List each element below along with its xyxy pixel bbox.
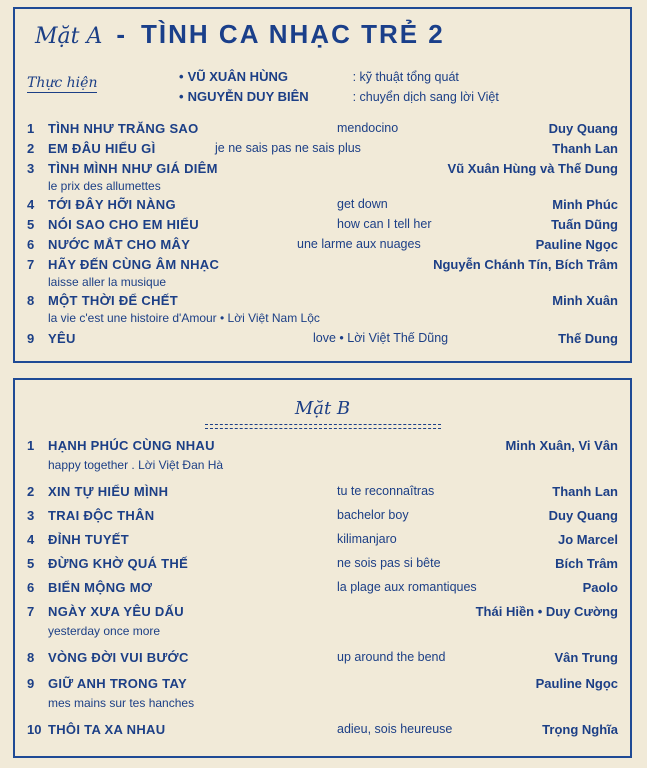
track-title: ĐỈNH TUYẾT <box>48 532 129 547</box>
track-original-title: get down <box>337 197 388 211</box>
track-artist: Duy Quang <box>548 508 618 523</box>
side-a-panel <box>13 7 632 363</box>
track-row <box>27 161 618 193</box>
side-a-label: Mặt A <box>35 24 103 49</box>
track-number: 2 <box>27 141 35 156</box>
track-number: 9 <box>27 676 35 691</box>
credit-role: : chuyển dịch sang lời Việt <box>352 90 499 104</box>
track-number: 8 <box>27 650 35 665</box>
track-original-title: une larme aux nuages <box>297 237 421 251</box>
track-number: 1 <box>27 438 35 453</box>
track-artist: Pauline Ngọc <box>535 676 618 691</box>
track-original-title: tu te reconnaîtras <box>337 484 435 498</box>
track-original-title: yesterday once more <box>48 624 161 638</box>
track-number: 6 <box>27 237 35 252</box>
track-row <box>27 508 618 526</box>
track-original-title: laisse aller la musique <box>48 275 167 289</box>
track-title: TÌNH MÌNH NHƯ GIÁ DIÊM <box>48 161 218 176</box>
track-row <box>27 556 618 574</box>
track-artist: Thái Hiền • Duy Cường <box>475 604 618 619</box>
track-original-title: la plage aux romantiques <box>337 580 477 594</box>
credits-label: Thực hiện <box>27 75 98 91</box>
track-row <box>27 650 618 668</box>
track-number: 5 <box>27 556 35 571</box>
track-title: HẠNH PHÚC CÙNG NHAU <box>48 438 215 453</box>
track-original-title: happy together . Lời Việt Đan Hà <box>48 458 224 472</box>
track-number: 4 <box>27 197 35 212</box>
track-number: 4 <box>27 532 35 547</box>
track-row <box>27 257 618 289</box>
credits <box>27 69 618 109</box>
track-artist: Thanh Lan <box>552 141 618 156</box>
track-title: TỚI ĐÂY HỠI NÀNG <box>48 197 176 212</box>
track-row <box>27 604 618 638</box>
track-number: 3 <box>27 508 35 523</box>
track-title: ĐỪNG KHỜ QUÁ THẾ <box>48 556 189 571</box>
track-artist: Paolo <box>582 580 618 595</box>
divider <box>205 424 441 425</box>
track-original-title: how can I tell her <box>337 217 432 231</box>
track-row <box>27 331 618 349</box>
track-number: 9 <box>27 331 35 346</box>
track-original-title: kilimanjaro <box>337 532 397 546</box>
track-number: 10 <box>27 722 42 737</box>
track-title: THÔI TA XA NHAU <box>48 722 166 737</box>
track-artist: Minh Phúc <box>552 197 618 212</box>
credit-bullet: • <box>179 89 184 104</box>
track-row <box>27 580 618 598</box>
track-artist: Trọng Nghĩa <box>542 722 618 737</box>
track-artist: Pauline Ngọc <box>535 237 618 252</box>
track-title: BIỂN MỘNG MƠ <box>48 580 153 595</box>
track-title: TRAI ĐỘC THÂN <box>48 508 155 523</box>
side-a-dash: - <box>116 19 128 49</box>
track-original-title: mendocino <box>337 121 399 135</box>
side-a-title-row <box>35 19 620 59</box>
credit-role: : kỹ thuật tổng quát <box>352 70 459 84</box>
divider <box>205 428 441 429</box>
track-original-title: ne sois pas si bête <box>337 556 441 570</box>
track-number: 5 <box>27 217 35 232</box>
track-row <box>27 484 618 502</box>
track-row <box>27 532 618 550</box>
track-title: GIỮ ANH TRONG TAY <box>48 676 187 691</box>
side-b-panel <box>13 378 632 758</box>
track-row <box>27 722 618 740</box>
track-title: NÓI SAO CHO EM HIỂU <box>48 217 199 232</box>
track-artist: Minh Xuân <box>552 293 618 308</box>
track-number: 8 <box>27 293 35 308</box>
track-title: HÃY ĐẾN CÙNG ÂM NHẠC <box>48 257 220 272</box>
track-row <box>27 141 618 159</box>
track-row <box>27 438 618 472</box>
track-original-title: love • Lời Việt Thế Dũng <box>313 331 449 345</box>
track-number: 6 <box>27 580 35 595</box>
side-b-label: Mặt B <box>294 398 351 419</box>
album-title: TÌNH CA NHẠC TRẺ 2 <box>141 19 445 49</box>
track-row <box>27 237 618 255</box>
track-artist: Tuấn Dũng <box>551 217 618 232</box>
credit-bullet: • <box>179 69 184 84</box>
track-title: YÊU <box>48 331 76 346</box>
track-artist: Vũ Xuân Hùng và Thế Dung <box>447 161 618 176</box>
credit-name: NGUYỄN DUY BIÊN <box>187 89 309 104</box>
track-title: NGÀY XƯA YÊU DẤU <box>48 604 184 619</box>
track-original-title: adieu, sois heureuse <box>337 722 453 736</box>
track-row <box>27 217 618 235</box>
track-number: 1 <box>27 121 35 136</box>
track-row <box>27 293 618 325</box>
track-title: XIN TỰ HIỂU MÌNH <box>48 484 169 499</box>
track-original-title: le prix des allumettes <box>48 179 161 193</box>
track-artist: Bích Trâm <box>555 556 618 571</box>
track-title: NƯỚC MẮT CHO MÂY <box>48 237 191 252</box>
track-number: 2 <box>27 484 35 499</box>
track-original-title: je ne sais pas ne sais plus <box>215 141 361 155</box>
track-row <box>27 197 618 215</box>
track-title: TÌNH NHƯ TRĂNG SAO <box>48 121 199 136</box>
credit-name: VŨ XUÂN HÙNG <box>187 69 288 84</box>
track-artist: Nguyễn Chánh Tín, Bích Trâm <box>433 257 618 272</box>
track-row <box>27 121 618 139</box>
track-original-title: la vie c'est une histoire d'Amour • Lời Việt Nam Lộc <box>48 311 320 325</box>
track-title: MỘT THỜI ĐỂ CHẾT <box>48 293 178 308</box>
track-title: VÒNG ĐỜI VUI BƯỚC <box>48 650 189 665</box>
track-artist: Jo Marcel <box>558 532 618 547</box>
track-original-title: bachelor boy <box>337 508 409 522</box>
credit-row <box>179 89 618 109</box>
track-original-title: mes mains sur tes hanches <box>48 696 195 710</box>
track-artist: Minh Xuân, Vi Vân <box>505 438 618 453</box>
track-artist: Thanh Lan <box>552 484 618 499</box>
credit-row <box>179 69 618 89</box>
track-number: 7 <box>27 604 35 619</box>
track-number: 7 <box>27 257 35 272</box>
track-artist: Thế Dung <box>558 331 618 346</box>
track-number: 3 <box>27 161 35 176</box>
track-row <box>27 676 618 710</box>
track-artist: Vân Trung <box>554 650 618 665</box>
track-original-title: up around the bend <box>337 650 446 664</box>
track-artist: Duy Quang <box>548 121 618 136</box>
track-title: EM ĐÂU HIỂU GÌ <box>48 141 156 156</box>
